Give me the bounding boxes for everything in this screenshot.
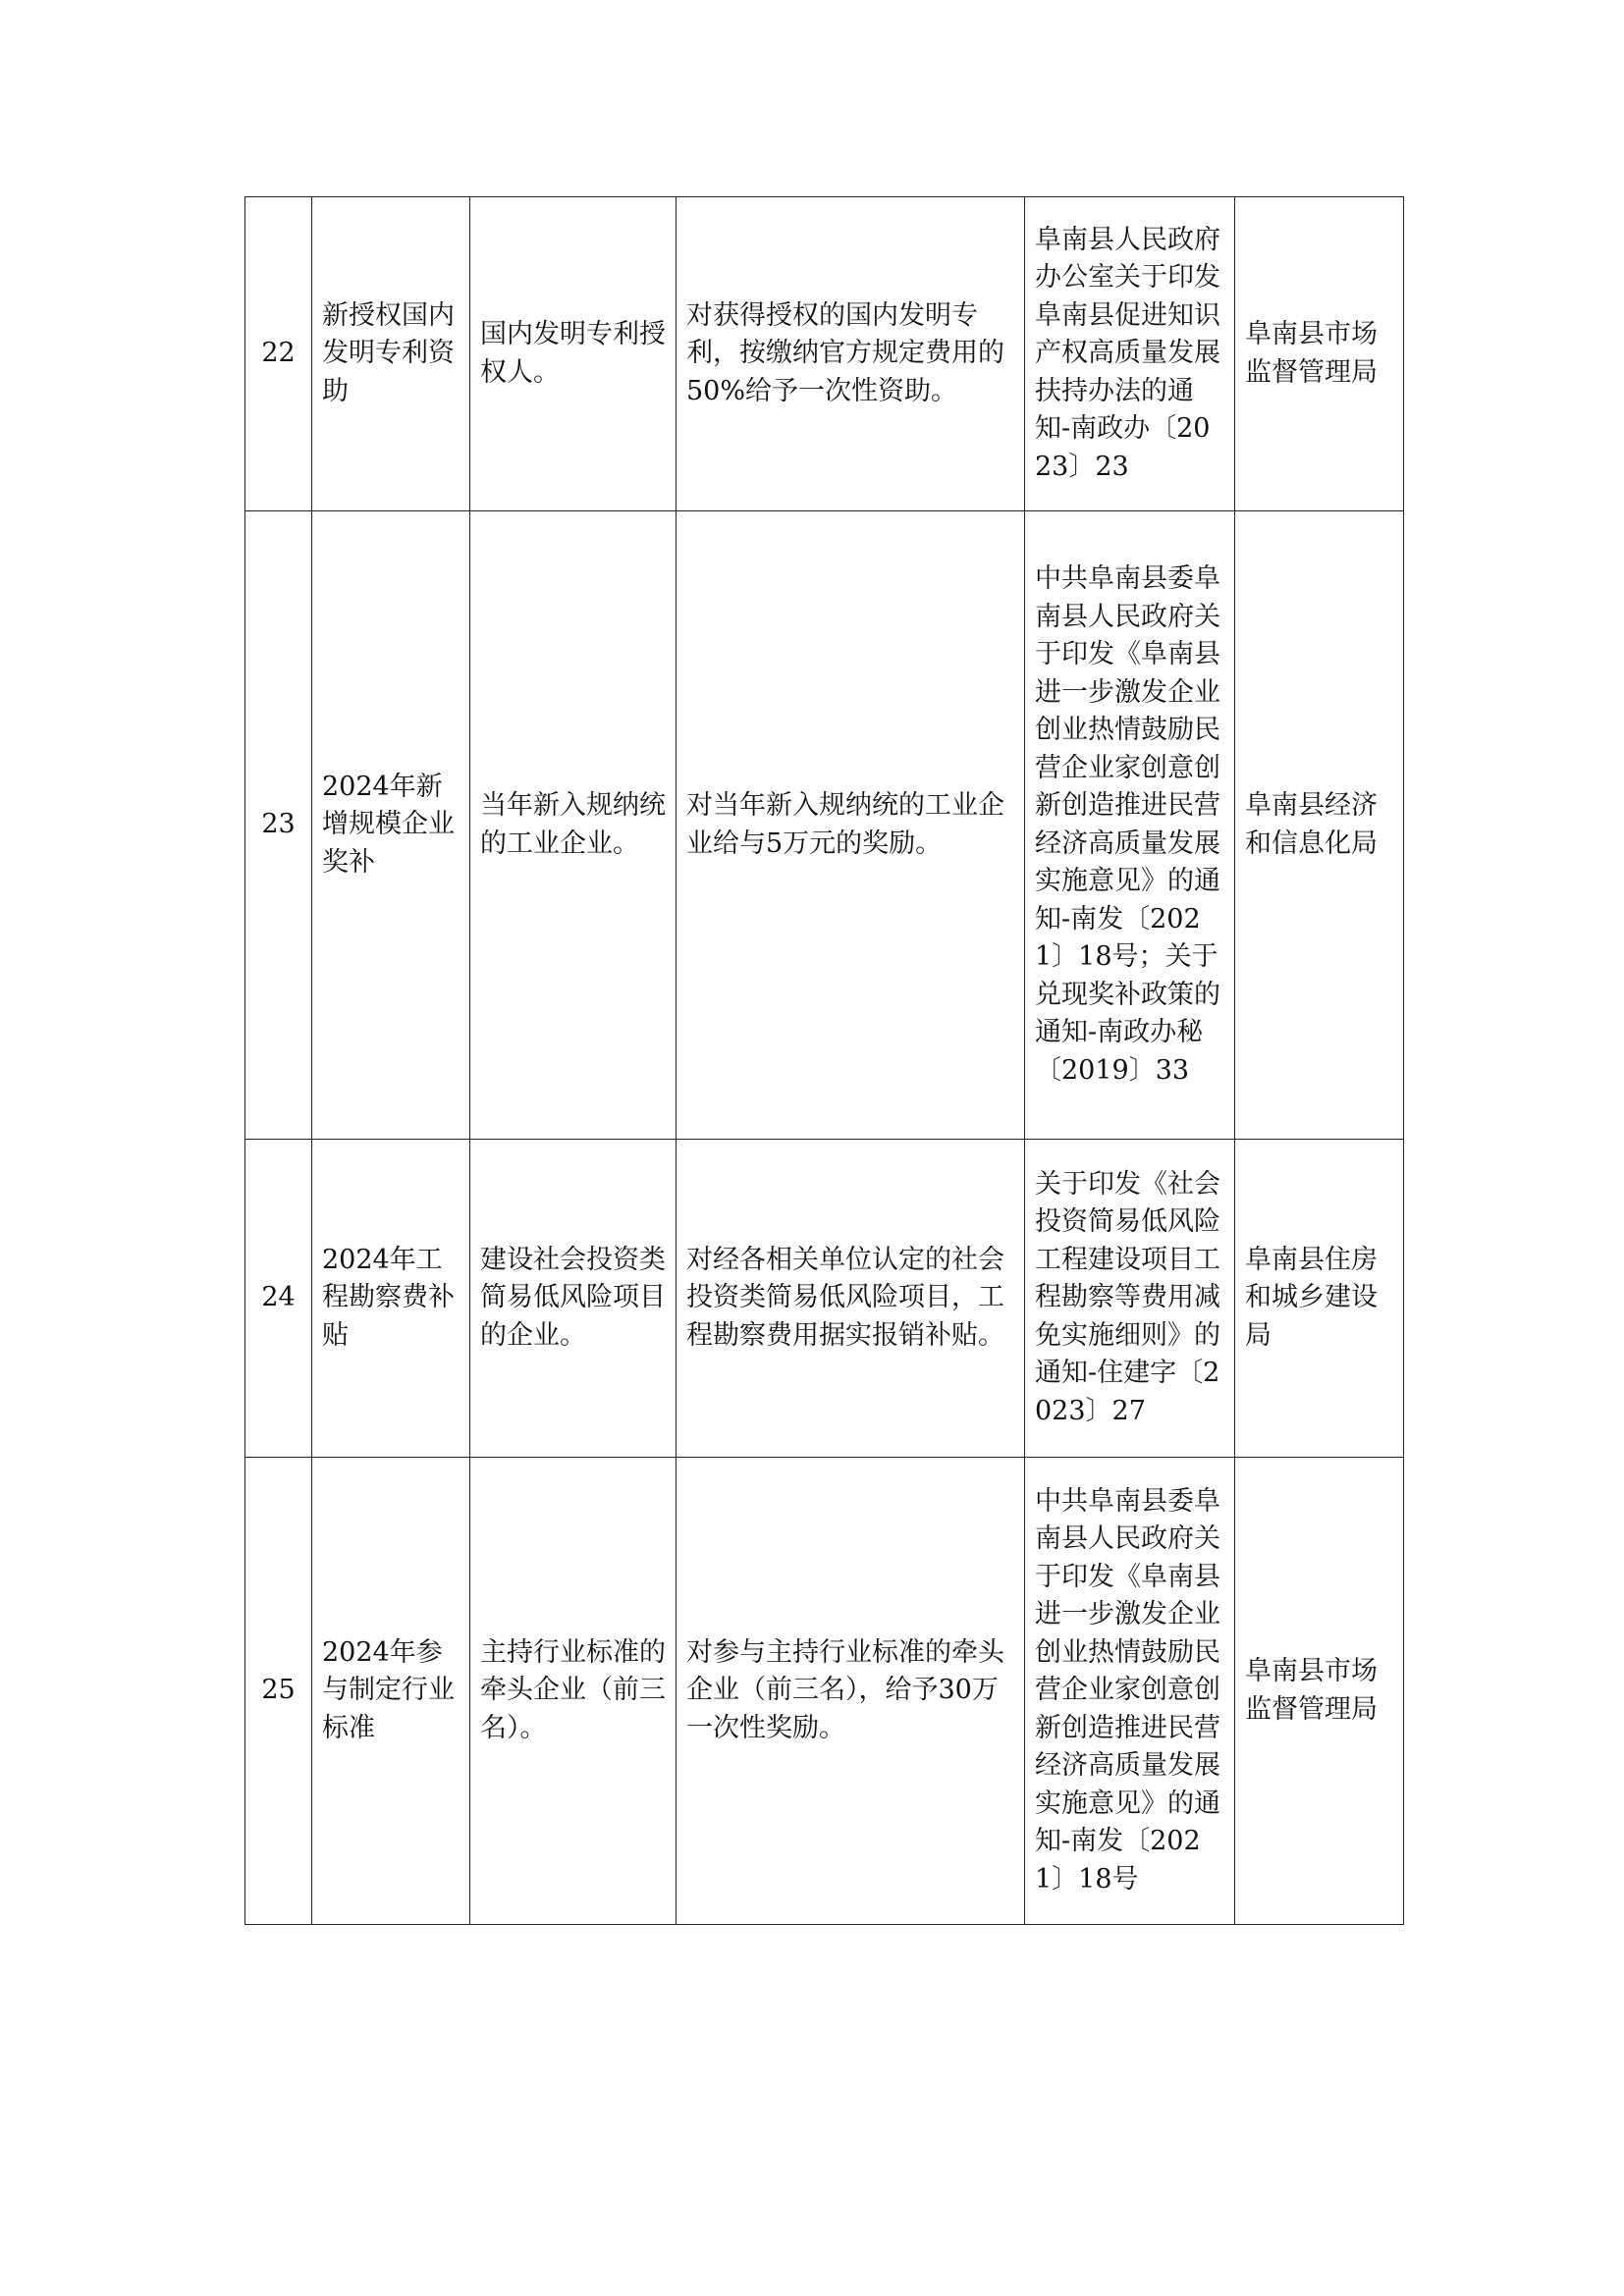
row-number-cell — [245, 511, 312, 1140]
policy-basis-cell — [1025, 1458, 1235, 1925]
row-number-cell — [245, 1458, 312, 1925]
row-number: 24 — [261, 1282, 296, 1313]
policy-table — [244, 196, 1404, 1925]
policy-basis-text: 中共阜南县委阜南县人民政府关于印发《阜南县进一步激发企业创业热情鼓励民营企业家创意创新创造推进民营经济高质量发展实施意见》的通知-南发〔2021〕18号 — [1035, 1485, 1220, 1895]
target-cell — [470, 1458, 677, 1925]
policy-basis-text: 关于印发《社会投资简易低风险工程建设项目工程勘察等费用减免实施细则》的通知-住建字〔2023〕27 — [1035, 1168, 1220, 1426]
policy-basis-cell — [1025, 511, 1235, 1140]
standard-cell — [677, 511, 1025, 1140]
department-text: 阜南县经济和信息化局 — [1245, 790, 1378, 859]
item-name: 2024年工程勘察费补贴 — [322, 1244, 455, 1351]
policy-basis-text: 阜南县人民政府办公室关于印发阜南县促进知识产权高质量发展扶持办法的通知-南政办〔2023〕23 — [1035, 224, 1220, 482]
row-number: 25 — [261, 1675, 296, 1706]
row-number-cell — [245, 197, 312, 511]
standard-text: 对参与主持行业标准的牵头企业（前三名），给予30万一次性奖励。 — [686, 1636, 1004, 1743]
standard-cell — [677, 1458, 1025, 1925]
row-number: 23 — [261, 809, 296, 840]
target-text: 建设社会投资类简易低风险项目的企业。 — [480, 1244, 666, 1351]
item-name-cell — [312, 511, 470, 1140]
standard-text: 对获得授权的国内发明专利，按缴纳官方规定费用的50%给予一次性资助。 — [686, 299, 1004, 406]
department-text: 阜南县住房和城乡建设局 — [1245, 1244, 1378, 1351]
department-text: 阜南县市场监督管理局 — [1245, 319, 1378, 388]
department-text: 阜南县市场监督管理局 — [1245, 1656, 1378, 1725]
policy-basis-cell — [1025, 1140, 1235, 1458]
item-name-cell — [312, 1140, 470, 1458]
item-name: 2024年新增规模企业奖补 — [322, 771, 455, 878]
department-cell — [1235, 1140, 1404, 1458]
item-name: 2024年参与制定行业标准 — [322, 1636, 455, 1743]
department-cell — [1235, 511, 1404, 1140]
table-row — [245, 197, 1404, 511]
policy-basis-cell — [1025, 197, 1235, 511]
item-name: 新授权国内发明专利资助 — [322, 299, 455, 406]
item-name-cell — [312, 1458, 470, 1925]
standard-text: 对当年新入规纳统的工业企业给与5万元的奖励。 — [686, 790, 1004, 859]
policy-basis-text: 中共阜南县委阜南县人民政府关于印发《阜南县进一步激发企业创业热情鼓励民营企业家创意创新创造推进民营经济高质量发展实施意见》的通知-南发〔2021〕18号；关于兑现奖补政策的通知-南政办秘〔2019〕33 — [1035, 563, 1220, 1086]
target-cell — [470, 197, 677, 511]
item-name-cell — [312, 197, 470, 511]
table-row — [245, 1458, 1404, 1925]
standard-cell — [677, 197, 1025, 511]
row-number-cell — [245, 1140, 312, 1458]
table-row — [245, 511, 1404, 1140]
row-number: 22 — [261, 338, 296, 369]
target-cell — [470, 511, 677, 1140]
table-row — [245, 1140, 1404, 1458]
target-cell — [470, 1140, 677, 1458]
department-cell — [1235, 197, 1404, 511]
target-text: 主持行业标准的牵头企业（前三名）。 — [480, 1636, 666, 1743]
standard-text: 对经各相关单位认定的社会投资类简易低风险项目，工程勘察费用据实报销补贴。 — [686, 1244, 1004, 1351]
target-text: 当年新入规纳统的工业企业。 — [480, 790, 666, 859]
target-text: 国内发明专利授权人。 — [480, 319, 666, 388]
department-cell — [1235, 1458, 1404, 1925]
standard-cell — [677, 1140, 1025, 1458]
